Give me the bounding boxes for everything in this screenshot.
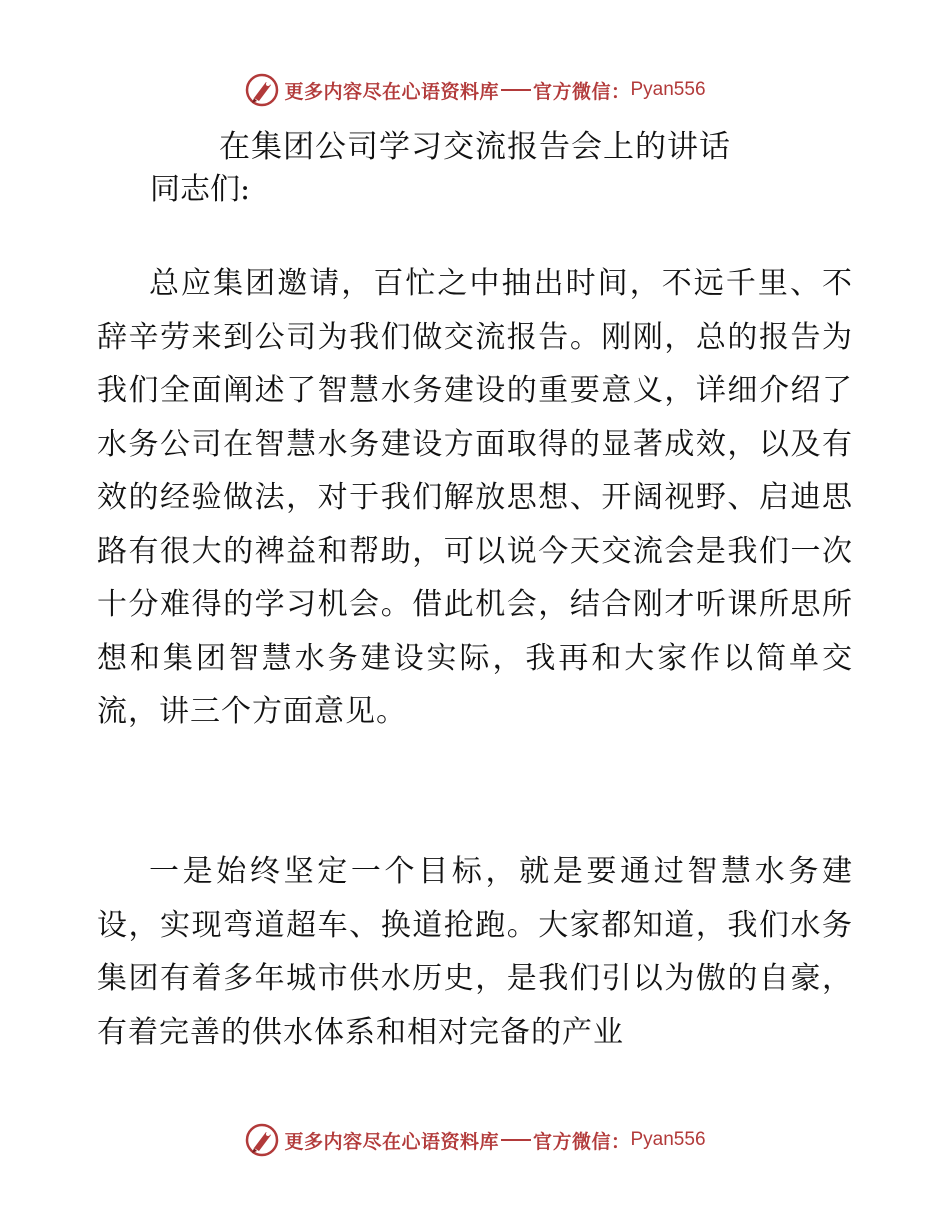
pen-logo-icon xyxy=(244,72,280,108)
paragraph-2: 一是始终坚定一个目标，就是要通过智慧水务建设，实现弯道超车、换道抢跑。大家都知道，我们水务集团有着多年城市供水历史，是我们引以为傲的自豪，有着完善的供水体系和相对完备的产业 xyxy=(97,854,853,1050)
pen-logo-icon xyxy=(244,1122,280,1158)
footer-banner xyxy=(0,1120,950,1160)
header-banner xyxy=(0,70,950,110)
paragraph-1: 总应集团邀请，百忙之中抽出时间，不远千里、不辞辛劳来到公司为我们做交流报告。刚刚，总的报告为我们全面阐述了智慧水务建设的重要意义，详细介绍了水务公司在智慧水务建设方面取得的显著成效，以及有效的经验做法，对于我们解放思想、开阔视野、启迪思路有很大的裨益和帮助，可以说今天交流会是我们一次十分难得的学习机会。借此机会，结合刚才听课所思所想和集团智慧水务建设实际，我再和大家作以简单交流，讲三个方面意见。 xyxy=(97,266,853,729)
banner-slogan: 更多内容尽在心语资料库 xyxy=(284,80,499,103)
document-title: 在集团公司学习交流报告会上的讲话 xyxy=(219,129,731,165)
banner-dash xyxy=(501,89,531,91)
banner-dash xyxy=(501,1139,531,1141)
banner-wechat-label: 官方微信： xyxy=(532,80,631,103)
banner-slogan: 更多内容尽在心语资料库 xyxy=(284,1130,499,1153)
banner-wechat-id: Pyan556 xyxy=(630,1129,706,1150)
banner-wechat-id: Pyan556 xyxy=(630,79,706,100)
banner-wechat-label: 官方微信： xyxy=(532,1130,631,1153)
greeting: 同志们: xyxy=(150,172,251,207)
